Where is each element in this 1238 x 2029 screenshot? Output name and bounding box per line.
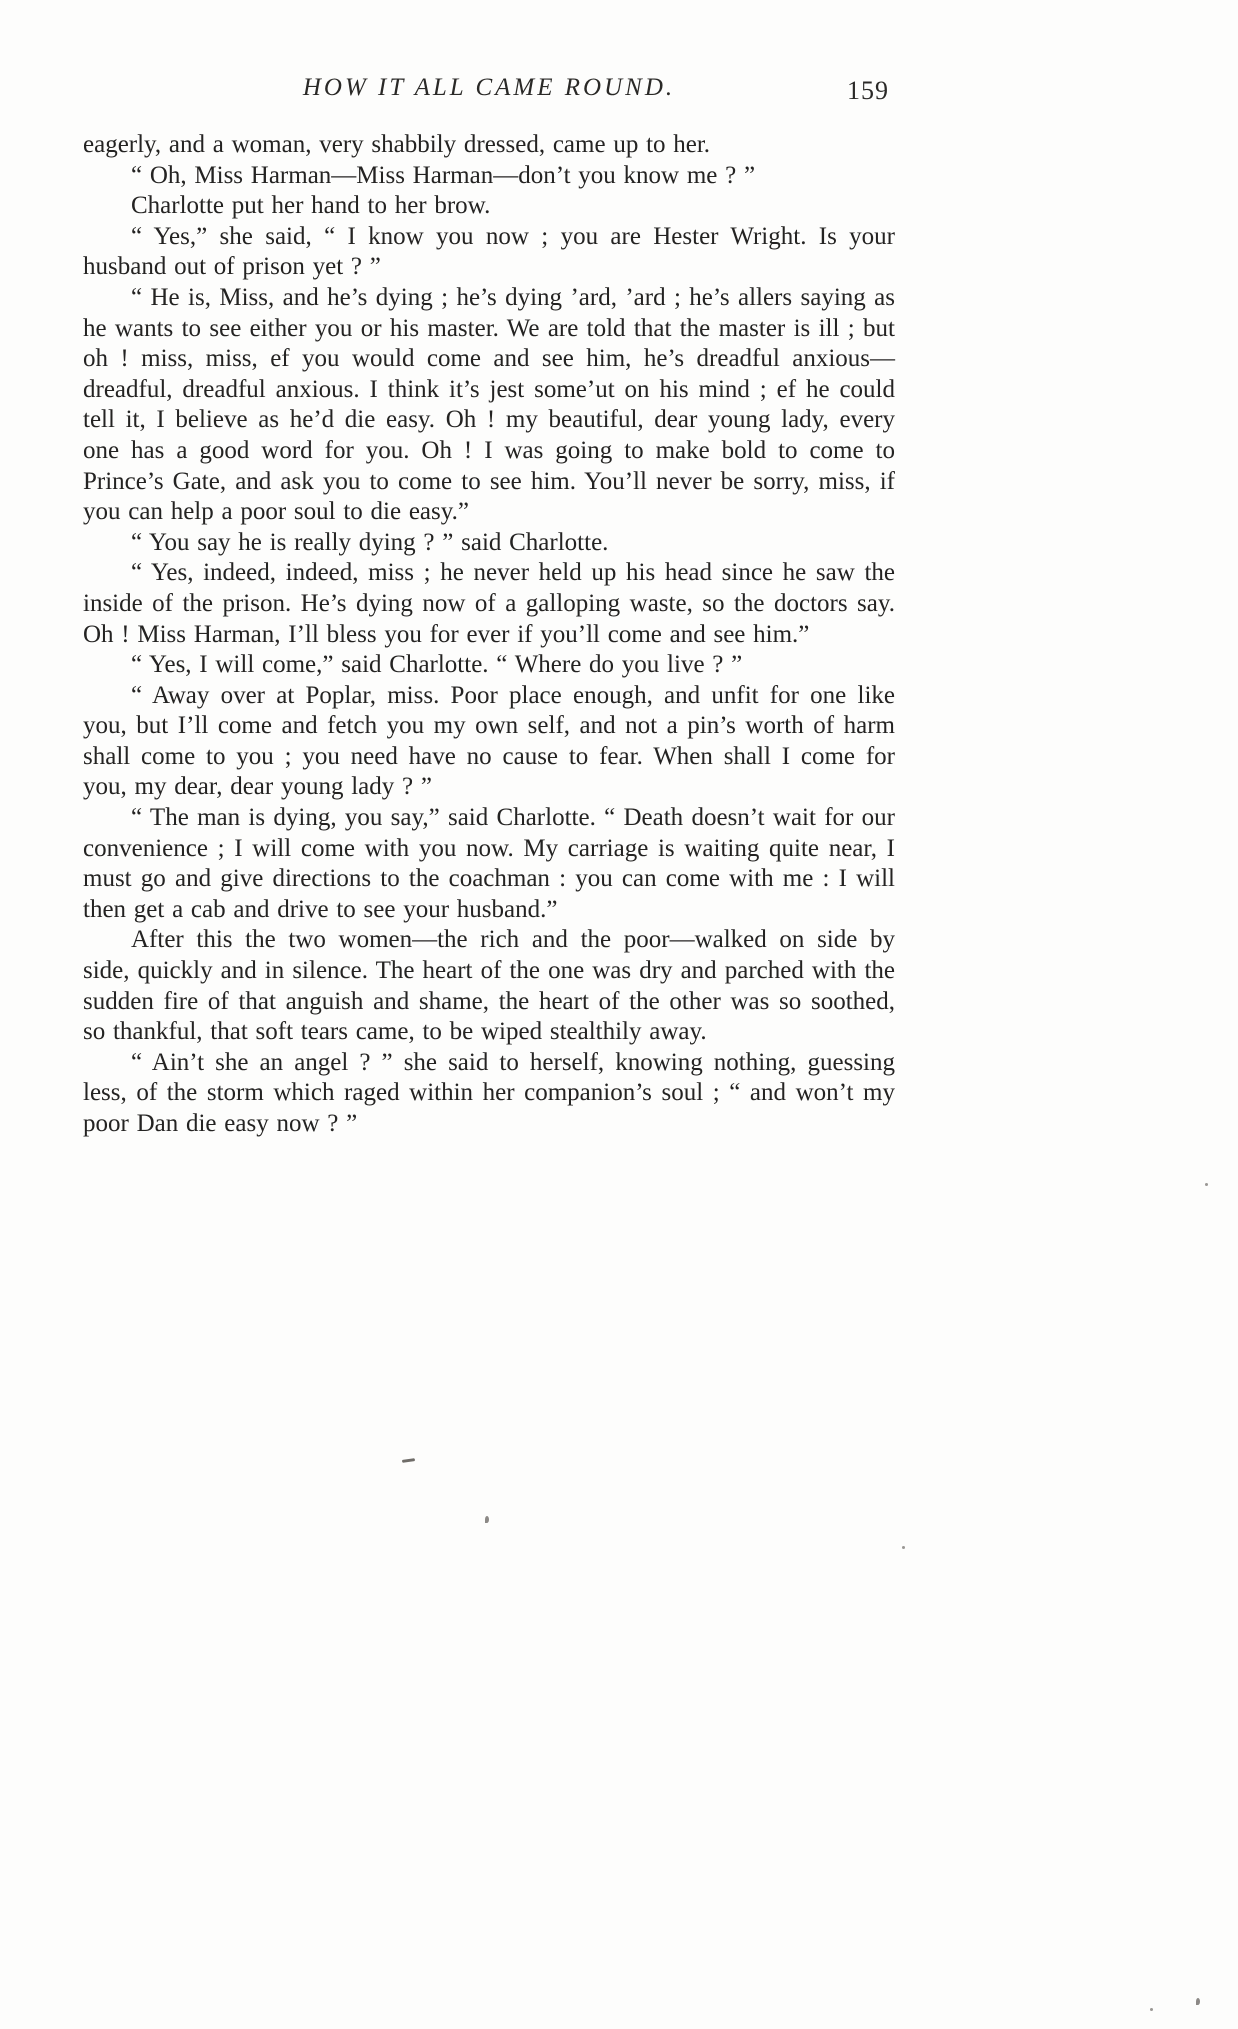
paragraph: “ The man is dying, you say,” said Charlotte. “ Death doesn’t wait for our convenience ; I will come with you now. My carriage is waiting quite near, I must go and give directions to the coachman : you can come with me : I will then get a cab and drive to see your husband.” xyxy=(83,804,895,923)
paragraph: “ Yes,” she said, “ I know you now ; you are Hester Wright. Is your husband out of prison yet ? ” xyxy=(83,222,895,281)
paragraph: “ Yes, I will come,” said Charlotte. “ Where do you live ? ” xyxy=(131,651,743,679)
scan-artifact-dot xyxy=(1205,1183,1208,1186)
running-header xyxy=(83,74,895,108)
paragraph: eagerly, and a woman, very shabbily dressed, came up to her. xyxy=(83,131,711,158)
scan-artifact-dot xyxy=(1150,2008,1153,2011)
paragraph: “ He is, Miss, and he’s dying ; he’s dying ’ard, ’ard ; he’s allers saying as he wants to see either you or his master. We are told that the master is ill ; but oh ! miss, miss, ef you would come and see him, he’s dreadful anxious—dreadful, dreadful anxious. I think it’s jest some’ut on his mind ; ef he could tell it, I believe as he’d die easy. Oh ! my beautiful, dear young lady, every one has a good word for you. Oh ! I was going to make bold to come to Prince’s Gate, and ask you to come to see him. You’ll never be sorry, miss, if you can help a poor soul to die easy.” xyxy=(83,283,895,526)
scan-artifact-speck xyxy=(485,1516,489,1523)
scan-artifact-speck xyxy=(1196,1998,1200,2005)
paragraph: After this the two women—the rich and the poor—walked on side by side, quickly and in silence. The heart of the one was dry and parched with the sudden fire of that anguish and shame, the heart of the other was so soothed, so thankful, that soft tears came, to be wiped stealthily away. xyxy=(83,926,895,1046)
paragraph: “ Oh, Miss Harman—Miss Harman—don’t you know me ? ” xyxy=(131,161,756,189)
paragraph: “ Yes, indeed, indeed, miss ; he never held up his head since he saw the inside of the prison. He’s dying now of a galloping waste, so the doctors say. Oh ! Miss Harman, I’ll bless you for ever if you’ll come and see him.” xyxy=(83,559,895,648)
paragraph: “ You say he is really dying ? ” said Charlotte. xyxy=(131,528,609,556)
scan-artifact-dot xyxy=(902,1546,905,1549)
page-title: HOW IT ALL CAME ROUND. xyxy=(302,74,676,101)
paragraph: “ Ain’t she an angel ? ” she said to herself, knowing nothing, guessing less, of the storm which raged within her companion’s soul ; “ and won’t my poor Dan die easy now ? ” xyxy=(83,1048,895,1137)
paragraph: “ Away over at Poplar, miss. Poor place enough, and unfit for one like you, but I’ll come and fetch you my own self, and not a pin’s worth of harm shall come to you ; you need have no cause to fear. When shall I come for you, my dear, dear young lady ? ” xyxy=(83,681,895,801)
text-body xyxy=(83,130,895,1140)
paragraph: Charlotte put her hand to her brow. xyxy=(131,192,491,220)
page-number: 159 xyxy=(847,76,889,105)
scan-artifact-dash xyxy=(402,1458,415,1463)
